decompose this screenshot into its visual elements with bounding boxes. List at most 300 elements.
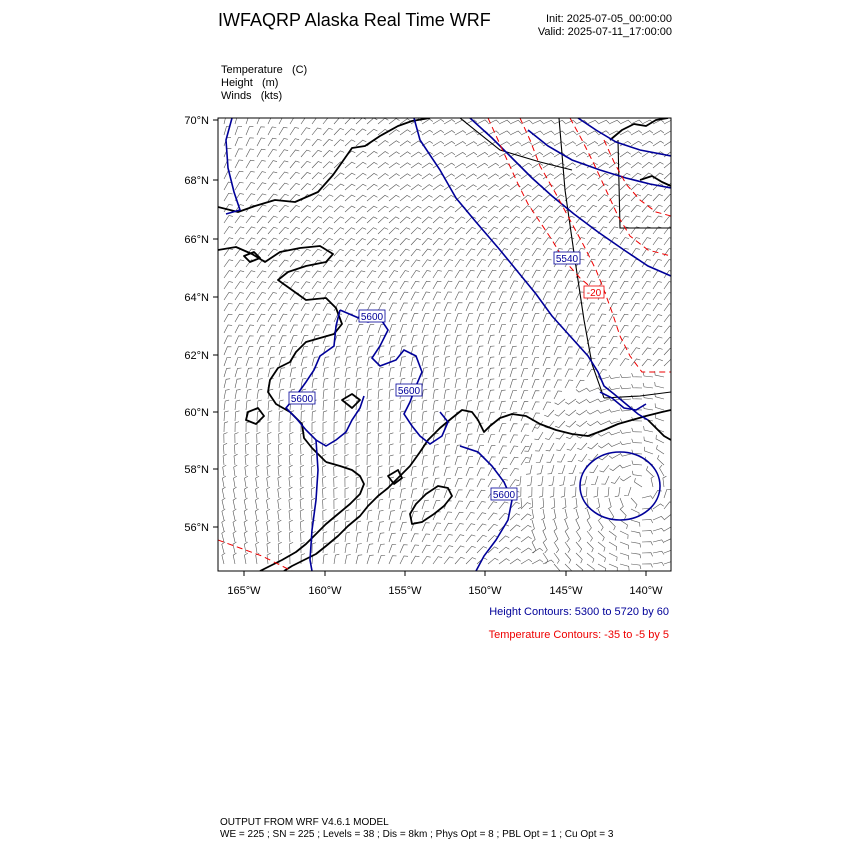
wind-barb <box>455 131 466 135</box>
wind-barb <box>644 426 653 432</box>
wind-barb <box>488 292 496 300</box>
wind-barb <box>334 411 338 421</box>
wind-barb <box>587 216 597 223</box>
wind-barb <box>268 271 277 278</box>
wind-barb <box>224 336 232 344</box>
wind-barb <box>521 435 529 443</box>
wind-barb <box>389 303 397 311</box>
wind-barb <box>422 195 433 201</box>
wind-barb <box>268 260 277 267</box>
wind-barb <box>587 131 598 135</box>
wind-barb <box>278 509 282 520</box>
wind-barb <box>655 414 664 421</box>
wind-barb <box>531 520 534 531</box>
wind-barb <box>499 292 507 300</box>
wind-barb <box>598 248 607 256</box>
wind-barb <box>653 540 664 543</box>
wind-barb <box>653 238 662 245</box>
wind-barb <box>466 324 473 333</box>
wind-barb <box>400 488 406 498</box>
wind-barb <box>543 120 554 124</box>
wind-barb <box>378 281 387 289</box>
wind-barb <box>234 465 238 476</box>
wind-barb <box>532 195 542 201</box>
wind-barb <box>598 531 604 541</box>
wind-barb <box>624 487 631 496</box>
wind-barb <box>653 141 664 146</box>
wind-barb <box>653 194 663 201</box>
wind-barb <box>389 325 396 334</box>
wind-barb <box>488 153 499 158</box>
wind-barb <box>455 346 461 355</box>
wind-barb <box>576 542 582 553</box>
wind-barb <box>224 400 229 410</box>
wind-barb <box>532 402 540 410</box>
wind-barb <box>224 368 231 377</box>
wind-barb <box>466 412 472 421</box>
wind-barb <box>301 150 311 157</box>
wind-barb <box>246 379 252 388</box>
wind-barb <box>400 271 409 278</box>
wind-barb <box>576 325 584 333</box>
wind-barb <box>477 292 485 300</box>
wind-barb <box>620 195 630 202</box>
contour-label: 5600 <box>397 386 421 397</box>
wind-barb <box>433 400 438 410</box>
wind-barb <box>466 142 477 146</box>
wind-barb <box>477 390 483 399</box>
wind-barb <box>598 259 607 267</box>
wind-barb <box>598 216 608 223</box>
wind-barb <box>246 194 255 201</box>
wind-barb <box>466 303 474 311</box>
wind-barb <box>525 454 532 463</box>
wind-barb <box>267 454 271 465</box>
wind-barb <box>466 558 476 564</box>
wind-barb <box>598 270 606 278</box>
wind-barb <box>598 314 606 322</box>
wind-barb <box>499 457 507 465</box>
wind-barb <box>301 325 309 333</box>
wind-barb <box>400 163 411 168</box>
wind-barb <box>521 402 528 410</box>
wind-barb <box>635 478 643 487</box>
wind-barb <box>244 509 247 520</box>
wind-barb <box>224 292 233 300</box>
wind-barb <box>278 476 282 487</box>
wind-barb <box>256 542 259 553</box>
wind-barb <box>290 303 299 311</box>
wind-barb <box>488 502 497 509</box>
wind-barb <box>587 270 595 278</box>
wind-barb <box>422 163 433 168</box>
wind-barb <box>620 259 629 267</box>
wind-barb <box>224 303 233 311</box>
wind-barb <box>488 163 499 168</box>
wind-barb <box>576 336 584 344</box>
wind-barb <box>477 535 487 542</box>
wind-barb <box>532 206 542 212</box>
wind-barb <box>334 271 343 278</box>
wind-barb <box>235 260 244 267</box>
wind-barb <box>543 259 552 267</box>
wind-barb <box>455 314 462 323</box>
wind-barb <box>631 348 640 355</box>
wind-barb <box>246 400 251 410</box>
wind-barb <box>444 303 452 311</box>
wind-barb <box>477 217 487 223</box>
wind-barb <box>356 195 366 201</box>
wind-barb <box>356 173 366 179</box>
wind-barb <box>664 514 675 520</box>
wind-barb <box>367 466 371 476</box>
wind-barb <box>510 217 520 224</box>
wind-barb <box>290 368 296 377</box>
wind-barb <box>541 509 544 520</box>
wind-barb <box>323 487 327 498</box>
wind-barb <box>477 152 488 157</box>
wind-barb <box>224 216 233 224</box>
wind-barb <box>233 542 236 553</box>
wind-barb <box>312 173 322 179</box>
wind-barb <box>367 335 374 344</box>
wind-barb <box>257 116 264 124</box>
wind-barb <box>631 509 639 517</box>
wind-barb <box>400 433 405 443</box>
wind-barb <box>255 531 258 542</box>
wind-barb <box>389 163 400 168</box>
wind-barb <box>576 314 584 322</box>
wind-barb <box>499 131 510 135</box>
wind-barb <box>556 443 565 451</box>
wind-barb <box>246 271 255 278</box>
wind-barb <box>587 347 595 355</box>
wind-barb <box>488 303 495 311</box>
wind-barb <box>411 281 420 289</box>
wind-barb <box>279 238 289 245</box>
wind-barb <box>532 238 541 245</box>
wind-barb <box>554 174 565 179</box>
wind-barb <box>334 151 344 157</box>
wind-barb <box>389 195 400 201</box>
wind-barb <box>300 520 304 531</box>
wind-barb <box>378 271 387 278</box>
wind-barb <box>631 216 640 223</box>
wind-barb <box>235 422 239 432</box>
wind-barb <box>433 314 440 322</box>
wind-barb <box>257 389 262 399</box>
wind-barb <box>632 428 642 432</box>
wind-barb <box>289 487 293 498</box>
wind-barb <box>499 346 506 355</box>
wind-barb <box>488 390 494 399</box>
wind-barb <box>246 282 255 289</box>
wind-barb <box>554 184 564 190</box>
wind-barb <box>510 142 521 146</box>
wind-barb <box>235 227 244 234</box>
wind-barb <box>367 455 371 465</box>
wind-barb <box>433 411 438 421</box>
wind-barb <box>631 184 641 190</box>
wind-barb <box>345 555 351 565</box>
wind-barb <box>543 292 551 300</box>
wind-barb <box>572 487 576 497</box>
wind-barb <box>422 400 427 410</box>
wind-barb <box>631 131 642 135</box>
wind-barb <box>389 281 398 289</box>
wind-barb <box>477 490 485 498</box>
wind-barb <box>278 454 282 465</box>
wind-barb <box>521 120 532 124</box>
wind-barb <box>466 163 477 168</box>
wind-barb <box>631 564 641 569</box>
wind-barb <box>367 367 373 377</box>
wind-barb <box>323 271 332 278</box>
wind-barb <box>663 476 667 487</box>
wind-barb <box>422 228 432 234</box>
wind-barb <box>222 476 226 487</box>
wind-barb <box>555 399 565 405</box>
wind-barb <box>532 542 536 553</box>
wind-barb <box>334 228 344 234</box>
wind-barb <box>345 217 355 223</box>
wind-barb <box>411 545 419 553</box>
wind-barb <box>389 346 395 355</box>
wind-barb <box>477 468 485 476</box>
wind-barb <box>510 525 520 531</box>
wind-barb <box>587 399 598 403</box>
wind-barb <box>555 410 565 416</box>
wind-barb <box>268 205 278 212</box>
wind-barb <box>565 542 570 553</box>
wind-barb <box>587 195 597 201</box>
wind-barb <box>554 520 557 531</box>
wind-barb <box>323 433 327 444</box>
wind-barb <box>532 174 543 179</box>
wind-barb <box>631 337 640 345</box>
wind-barb <box>356 499 360 509</box>
wind-barb <box>334 206 344 212</box>
wind-barb <box>235 182 244 190</box>
wind-barb <box>510 303 517 311</box>
wind-barb <box>527 476 532 486</box>
wind-barb <box>334 378 339 388</box>
wind-barb <box>466 479 474 487</box>
wind-barb <box>433 185 444 190</box>
wind-barb <box>289 531 293 542</box>
wind-barb <box>422 422 427 432</box>
wind-barb <box>345 140 355 146</box>
wind-barb <box>279 432 283 443</box>
wind-barb <box>642 348 651 355</box>
wind-barb <box>653 348 663 355</box>
wind-barb <box>400 130 411 135</box>
wind-barb <box>466 535 475 542</box>
wind-barb <box>235 126 242 135</box>
wind-barb <box>312 217 322 223</box>
wind-barb <box>620 120 631 124</box>
wind-barb <box>235 160 243 168</box>
wind-barb <box>576 399 587 404</box>
wind-barb <box>246 216 255 223</box>
wind-barb <box>367 184 378 190</box>
wind-barb <box>620 374 631 378</box>
wind-barb <box>235 325 243 333</box>
wind-barb <box>521 368 528 377</box>
wind-barb <box>278 443 282 454</box>
wind-barb <box>290 271 299 278</box>
wind-barb <box>477 513 486 520</box>
wind-barb <box>334 444 338 455</box>
wind-barb <box>620 564 629 570</box>
wind-barb <box>598 336 606 344</box>
wind-barb <box>301 314 309 322</box>
lon-tick-label: 165°W <box>227 585 261 597</box>
wind-barb <box>587 542 593 552</box>
wind-barb <box>433 324 440 333</box>
wind-barb <box>300 509 304 520</box>
wind-barb <box>301 206 311 213</box>
wind-barb <box>246 368 252 377</box>
wind-barb <box>554 281 562 289</box>
wind-barb <box>488 346 495 355</box>
wind-barb <box>312 346 319 355</box>
wind-barb <box>257 293 266 301</box>
wind-barb <box>267 443 271 454</box>
wind-barb <box>246 432 250 443</box>
wind-barb <box>543 402 551 410</box>
wind-barb <box>554 369 562 377</box>
wind-barb <box>400 141 411 146</box>
wind-barb <box>510 346 517 355</box>
wind-barb <box>554 216 564 223</box>
wind-barb <box>433 346 439 355</box>
wind-barb <box>499 217 509 224</box>
wind-barb <box>455 292 463 300</box>
wind-barb <box>583 487 587 497</box>
wind-barb <box>389 533 396 542</box>
wind-barb <box>488 446 495 454</box>
wind-barb <box>433 467 439 476</box>
wind-barb <box>334 357 340 366</box>
wind-barb <box>356 335 363 344</box>
wind-barb <box>664 304 673 311</box>
wind-barb <box>334 499 338 510</box>
wind-barb <box>301 249 311 256</box>
wind-barb <box>311 476 315 487</box>
wind-barb <box>411 314 418 322</box>
wind-barb <box>367 544 373 553</box>
wind-barb <box>312 303 320 311</box>
wind-barb <box>245 465 249 476</box>
wind-barb <box>609 184 619 190</box>
wind-barb <box>378 217 388 223</box>
wind-barb <box>631 292 640 300</box>
wind-barb <box>367 239 377 246</box>
wind-barb <box>631 303 640 311</box>
wind-barb <box>323 357 329 366</box>
wind-barb <box>537 465 543 474</box>
wind-barb <box>246 293 255 301</box>
wind-barb <box>268 127 276 135</box>
wind-barb <box>466 131 477 135</box>
wind-barb <box>544 410 554 417</box>
wind-barb <box>389 455 394 465</box>
wind-barb <box>279 216 289 223</box>
wind-barb <box>444 400 450 410</box>
wind-barb <box>433 270 442 278</box>
wind-barb <box>576 410 587 415</box>
wind-barb <box>543 531 547 542</box>
wind-barb <box>565 270 573 278</box>
wind-barb <box>521 548 532 553</box>
wind-barb <box>444 270 453 278</box>
wind-barb <box>543 281 551 289</box>
wind-barb <box>389 400 394 410</box>
lon-tick-label: 160°W <box>308 585 342 597</box>
wind-barb <box>455 249 464 256</box>
wind-barb <box>301 346 308 355</box>
wind-barb <box>268 138 277 146</box>
wind-barb <box>312 150 322 157</box>
wind-barb <box>400 444 405 454</box>
wind-barb <box>543 152 554 157</box>
wind-barb <box>466 546 476 553</box>
wind-barb <box>345 184 355 190</box>
wind-barb <box>268 400 273 410</box>
wind-barb <box>488 368 494 377</box>
wind-barb <box>411 478 417 488</box>
wind-barb <box>664 489 671 498</box>
wind-barb <box>433 368 439 378</box>
wind-barb <box>312 282 321 289</box>
wind-barb <box>477 270 486 278</box>
wind-barb <box>587 152 598 157</box>
wind-barb <box>499 379 506 388</box>
wind-barb <box>411 195 422 201</box>
wind-barb <box>378 141 389 147</box>
wind-barb <box>323 162 333 168</box>
wind-barb <box>510 324 517 333</box>
wind-barb <box>455 546 464 553</box>
wind-barb <box>367 129 377 135</box>
wind-barb <box>433 357 439 366</box>
wind-barb <box>577 443 587 450</box>
wind-barb <box>444 292 452 300</box>
wind-barb <box>455 281 463 289</box>
wind-barb <box>367 555 374 564</box>
wind-barb <box>620 314 628 322</box>
wind-barb <box>466 195 477 201</box>
wind-barb <box>433 534 441 542</box>
wind-barb <box>246 325 254 333</box>
wind-barb <box>444 281 452 289</box>
wind-barb <box>433 119 444 124</box>
wind-barb <box>267 465 271 476</box>
wind-barb <box>224 271 233 278</box>
wind-barb <box>609 120 620 124</box>
wind-barb <box>521 446 530 454</box>
wind-barb <box>568 454 576 462</box>
wind-barb <box>653 315 662 322</box>
wind-barb <box>411 238 421 245</box>
wind-barb <box>433 249 442 256</box>
wind-barb <box>587 173 598 179</box>
wind-barb <box>290 542 294 553</box>
lon-tick-label: 140°W <box>629 585 663 597</box>
wind-barb <box>267 542 271 553</box>
wind-barb <box>499 314 506 323</box>
